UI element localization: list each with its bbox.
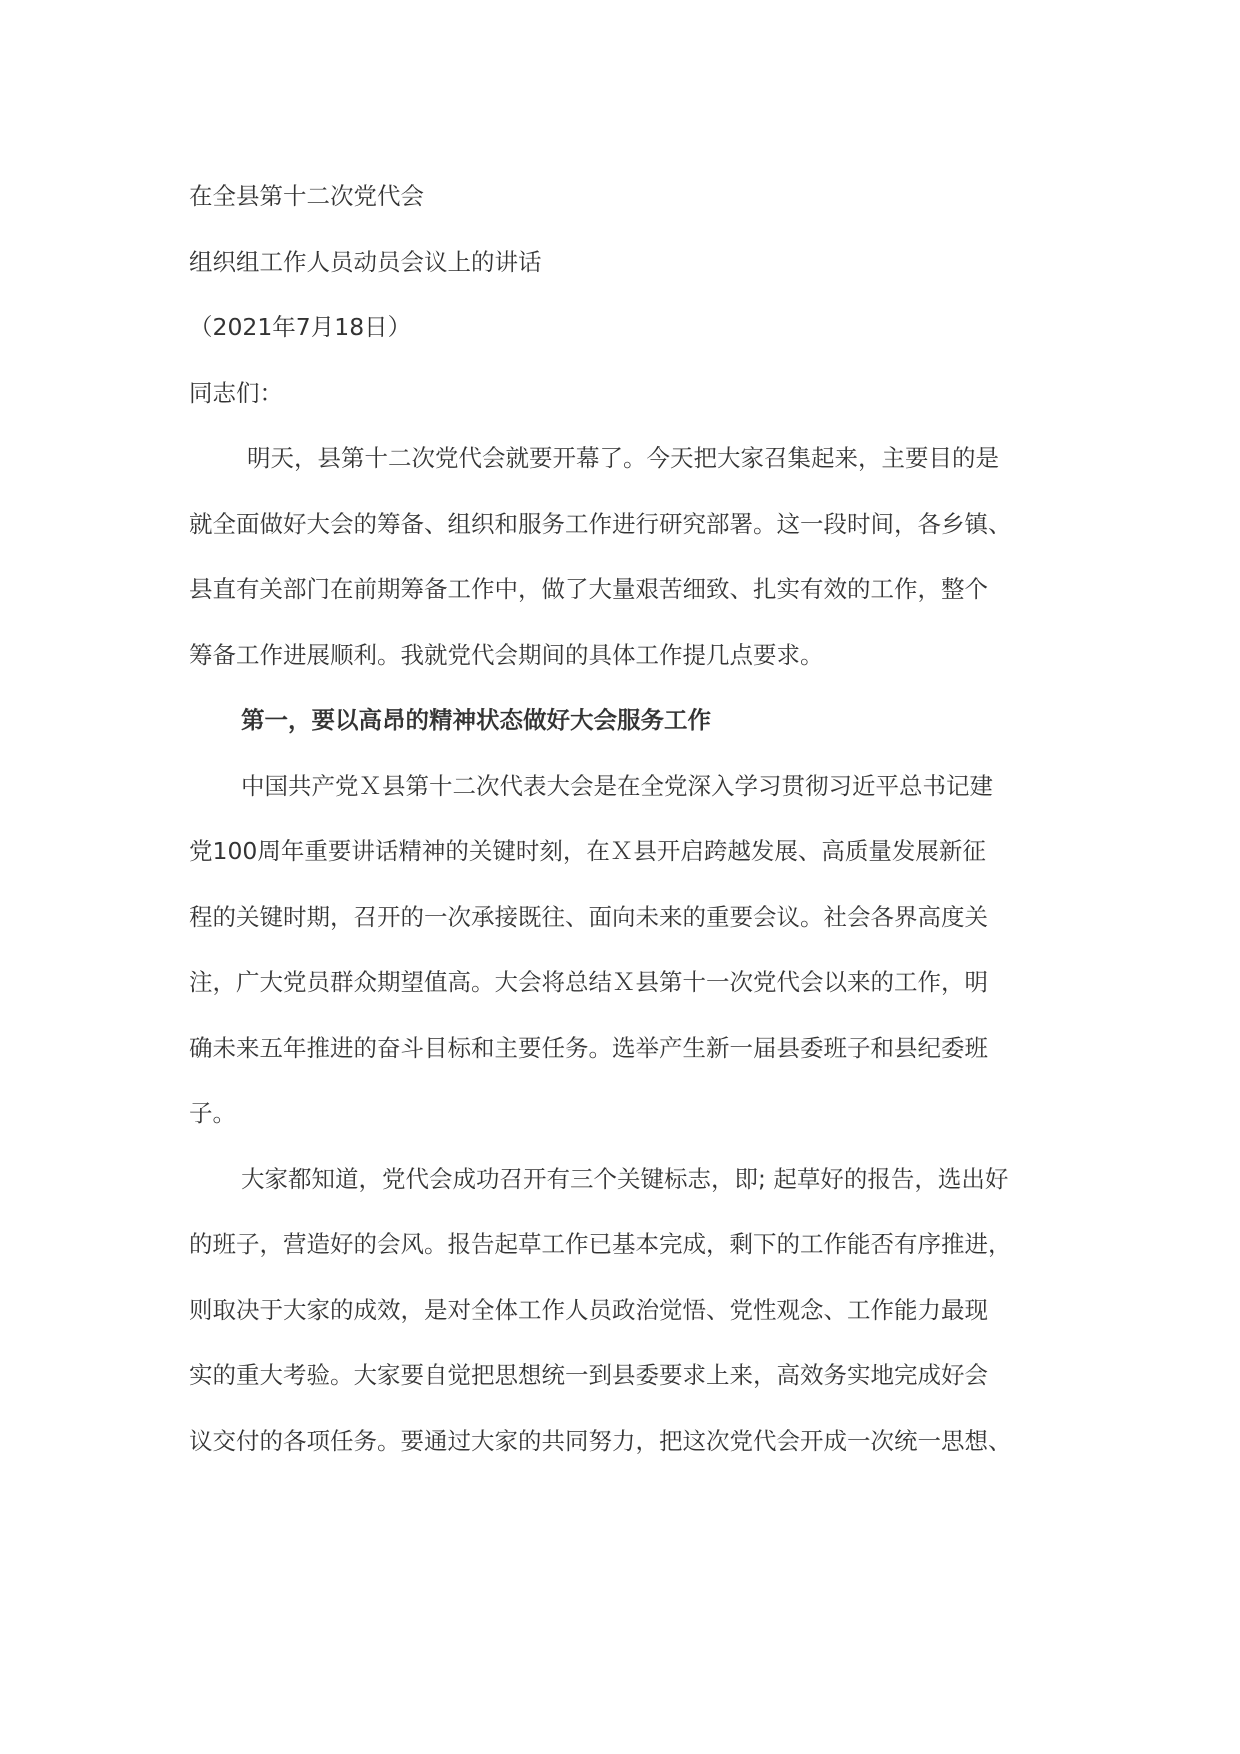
speech-date: （2021年7月18日） [189,313,412,341]
title-line-2: 组织组工作人员动员会议上的讲话 [189,247,542,276]
paragraph-line: 中国共产党Ｘ县第十二次代表大会是在全党深入学习贯彻习近平总书记建 [241,771,993,800]
paragraph-line: 就全面做好大会的筹备、组织和服务工作进行研究部署。这一段时间，各乡镇、 [189,509,1012,538]
paragraph-line: 筹备工作进展顺利。我就党代会期间的具体工作提几点要求。 [189,640,824,669]
paragraph-line: 确未来五年推进的奋斗目标和主要任务。选举产生新一届县委班子和县纪委班 [189,1033,988,1062]
paragraph-3 [189,1147,1069,1475]
paragraph-1 [189,426,1069,688]
paragraph-line: 县直有关部门在前期筹备工作中，做了大量艰苦细致、扎实有效的工作，整个 [189,575,988,603]
paragraph-line: 明天，县第十二次党代会就要开幕了。今天把大家召集起来，主要目的是 [247,444,999,472]
section-heading-1: 第一，要以高昂的精神状态做好大会服务工作 [241,706,711,734]
paragraph-line: 党100周年重要讲话精神的关键时刻，在Ｘ县开启跨越发展、高质量发展新征 [189,837,986,865]
salutation: 同志们： [189,378,283,407]
paragraph-line: 则取决于大家的成效，是对全体工作人员政治觉悟、党性观念、工作能力最现 [189,1295,988,1324]
paragraph-line: 的班子，营造好的会风。报告起草工作已基本完成，剩下的工作能否有序推进， [189,1230,1012,1258]
paragraph-2 [189,754,1069,1147]
title-line-1: 在全县第十二次党代会 [189,182,424,210]
paragraph-line: 议交付的各项任务。要通过大家的共同努力，把这次党代会开成一次统一思想、 [189,1426,1012,1455]
paragraph-line: 程的关键时期，召开的一次承接既往、面向未来的重要会议。社会各界高度关 [189,902,988,931]
paragraph-line: 注，广大党员群众期望值高。大会将总结Ｘ县第十一次党代会以来的工作，明 [189,968,988,996]
paragraph-line: 子。 [189,1099,236,1127]
paragraph-line: 大家都知道，党代会成功召开有三个关键标志，即; 起草好的报告，选出好 [241,1164,1009,1193]
document-page [189,164,1069,1474]
paragraph-line: 实的重大考验。大家要自觉把思想统一到县委要求上来，高效务实地完成好会 [189,1361,988,1389]
